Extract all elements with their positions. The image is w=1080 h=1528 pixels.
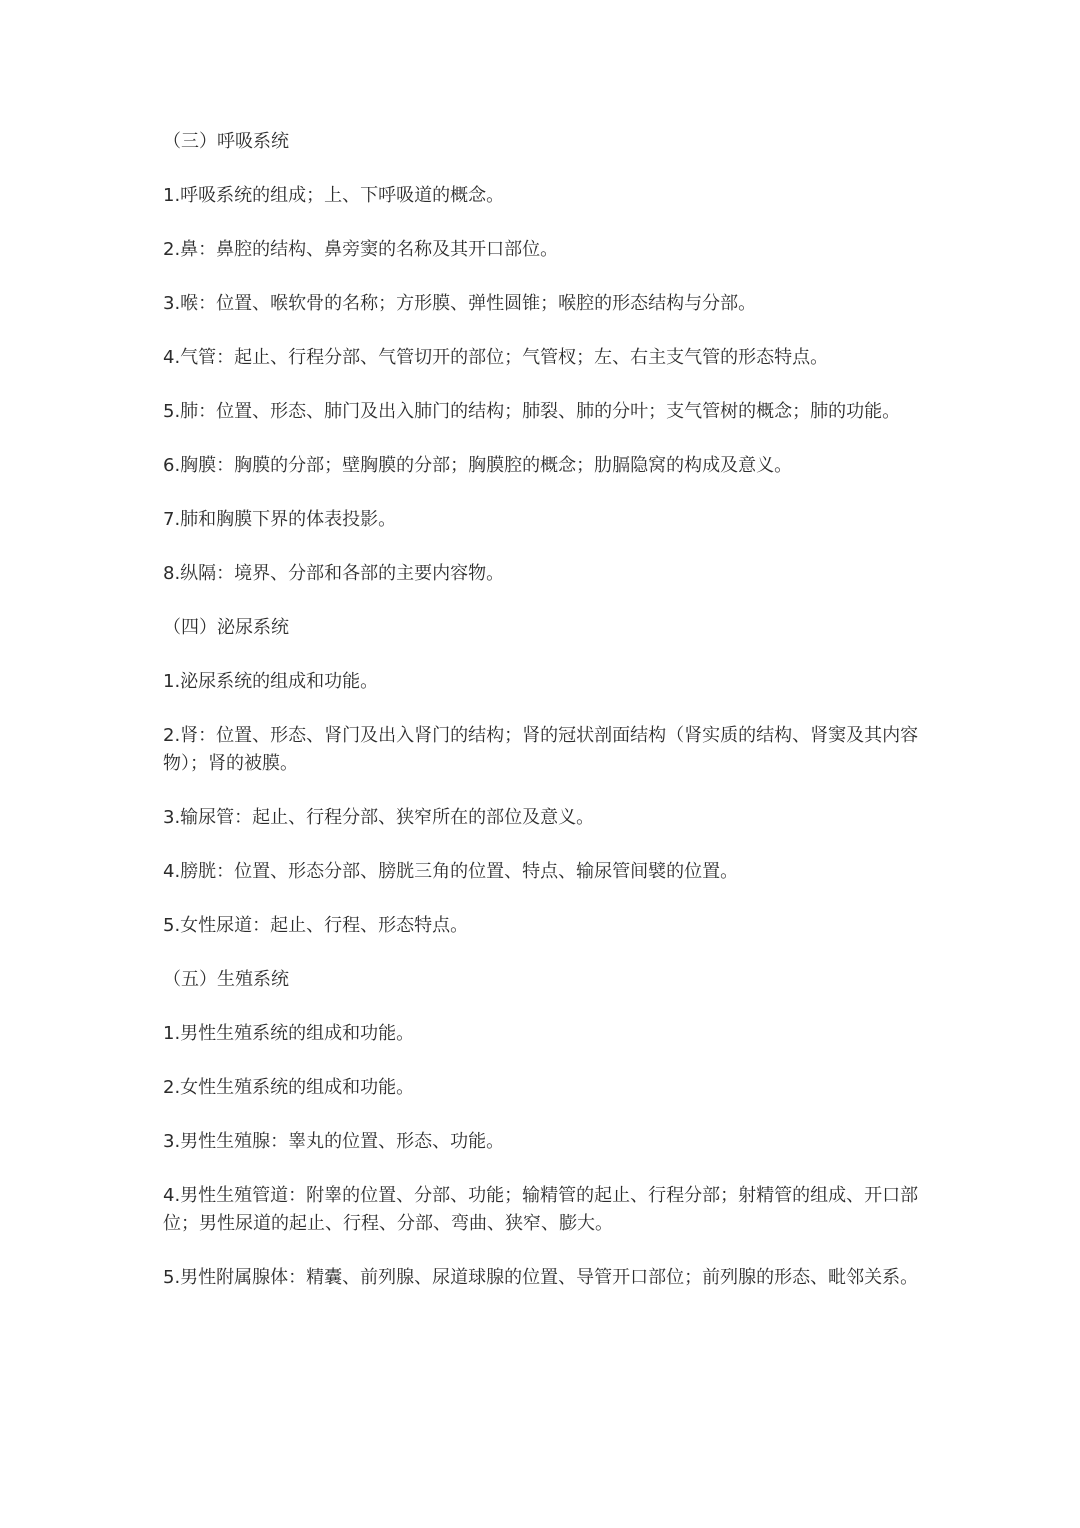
list-item: 5.女性尿道：起止、行程、形态特点。 <box>163 915 469 936</box>
list-item: 1.呼吸系统的组成；上、下呼吸道的概念。 <box>163 185 505 206</box>
list-item: 2.鼻：鼻腔的结构、鼻旁窦的名称及其开口部位。 <box>163 239 559 260</box>
list-item: 3.男性生殖腺：睾丸的位置、形态、功能。 <box>163 1131 505 1152</box>
list-item: 4.气管：起止、行程分部、气管切开的部位；气管杈；左、右主支气管的形态特点。 <box>163 347 829 368</box>
list-item: 2.肾：位置、形态、肾门及出入肾门的结构；肾的冠状剖面结构（肾实质的结构、肾窦及其内容物）；肾的被膜。 <box>163 725 919 774</box>
list-item: 7.肺和胸膜下界的体表投影。 <box>163 509 397 530</box>
list-item: 1.泌尿系统的组成和功能。 <box>163 671 379 692</box>
list-item: 5.肺：位置、形态、肺门及出入肺门的结构；肺裂、肺的分叶；支气管树的概念；肺的功能。 <box>163 401 901 422</box>
list-item: 6.胸膜：胸膜的分部；壁胸膜的分部；胸膜腔的概念；肋膈隐窝的构成及意义。 <box>163 455 793 476</box>
list-item: 4.膀胱：位置、形态分部、膀胱三角的位置、特点、输尿管间襞的位置。 <box>163 861 739 882</box>
list-item: 8.纵隔：境界、分部和各部的主要内容物。 <box>163 563 505 584</box>
section-heading-urinary: （四）泌尿系统 <box>163 617 289 638</box>
list-item: 3.输尿管：起止、行程分部、狭窄所在的部位及意义。 <box>163 807 595 828</box>
list-item: 5.男性附属腺体：精囊、前列腺、尿道球腺的位置、导管开口部位；前列腺的形态、毗邻关系。 <box>163 1267 919 1288</box>
list-item: 2.女性生殖系统的组成和功能。 <box>163 1077 415 1098</box>
section-heading-reproductive: （五）生殖系统 <box>163 969 289 990</box>
section-heading-respiratory: （三）呼吸系统 <box>163 131 289 152</box>
list-item: 4.男性生殖管道：附睾的位置、分部、功能；输精管的起止、行程分部；射精管的组成、开口部位；男性尿道的起止、行程、分部、弯曲、狭窄、膨大。 <box>163 1185 919 1234</box>
list-item: 1.男性生殖系统的组成和功能。 <box>163 1023 415 1044</box>
list-item: 3.喉：位置、喉软骨的名称；方形膜、弹性圆锥；喉腔的形态结构与分部。 <box>163 293 757 314</box>
document-body <box>163 128 923 1292</box>
